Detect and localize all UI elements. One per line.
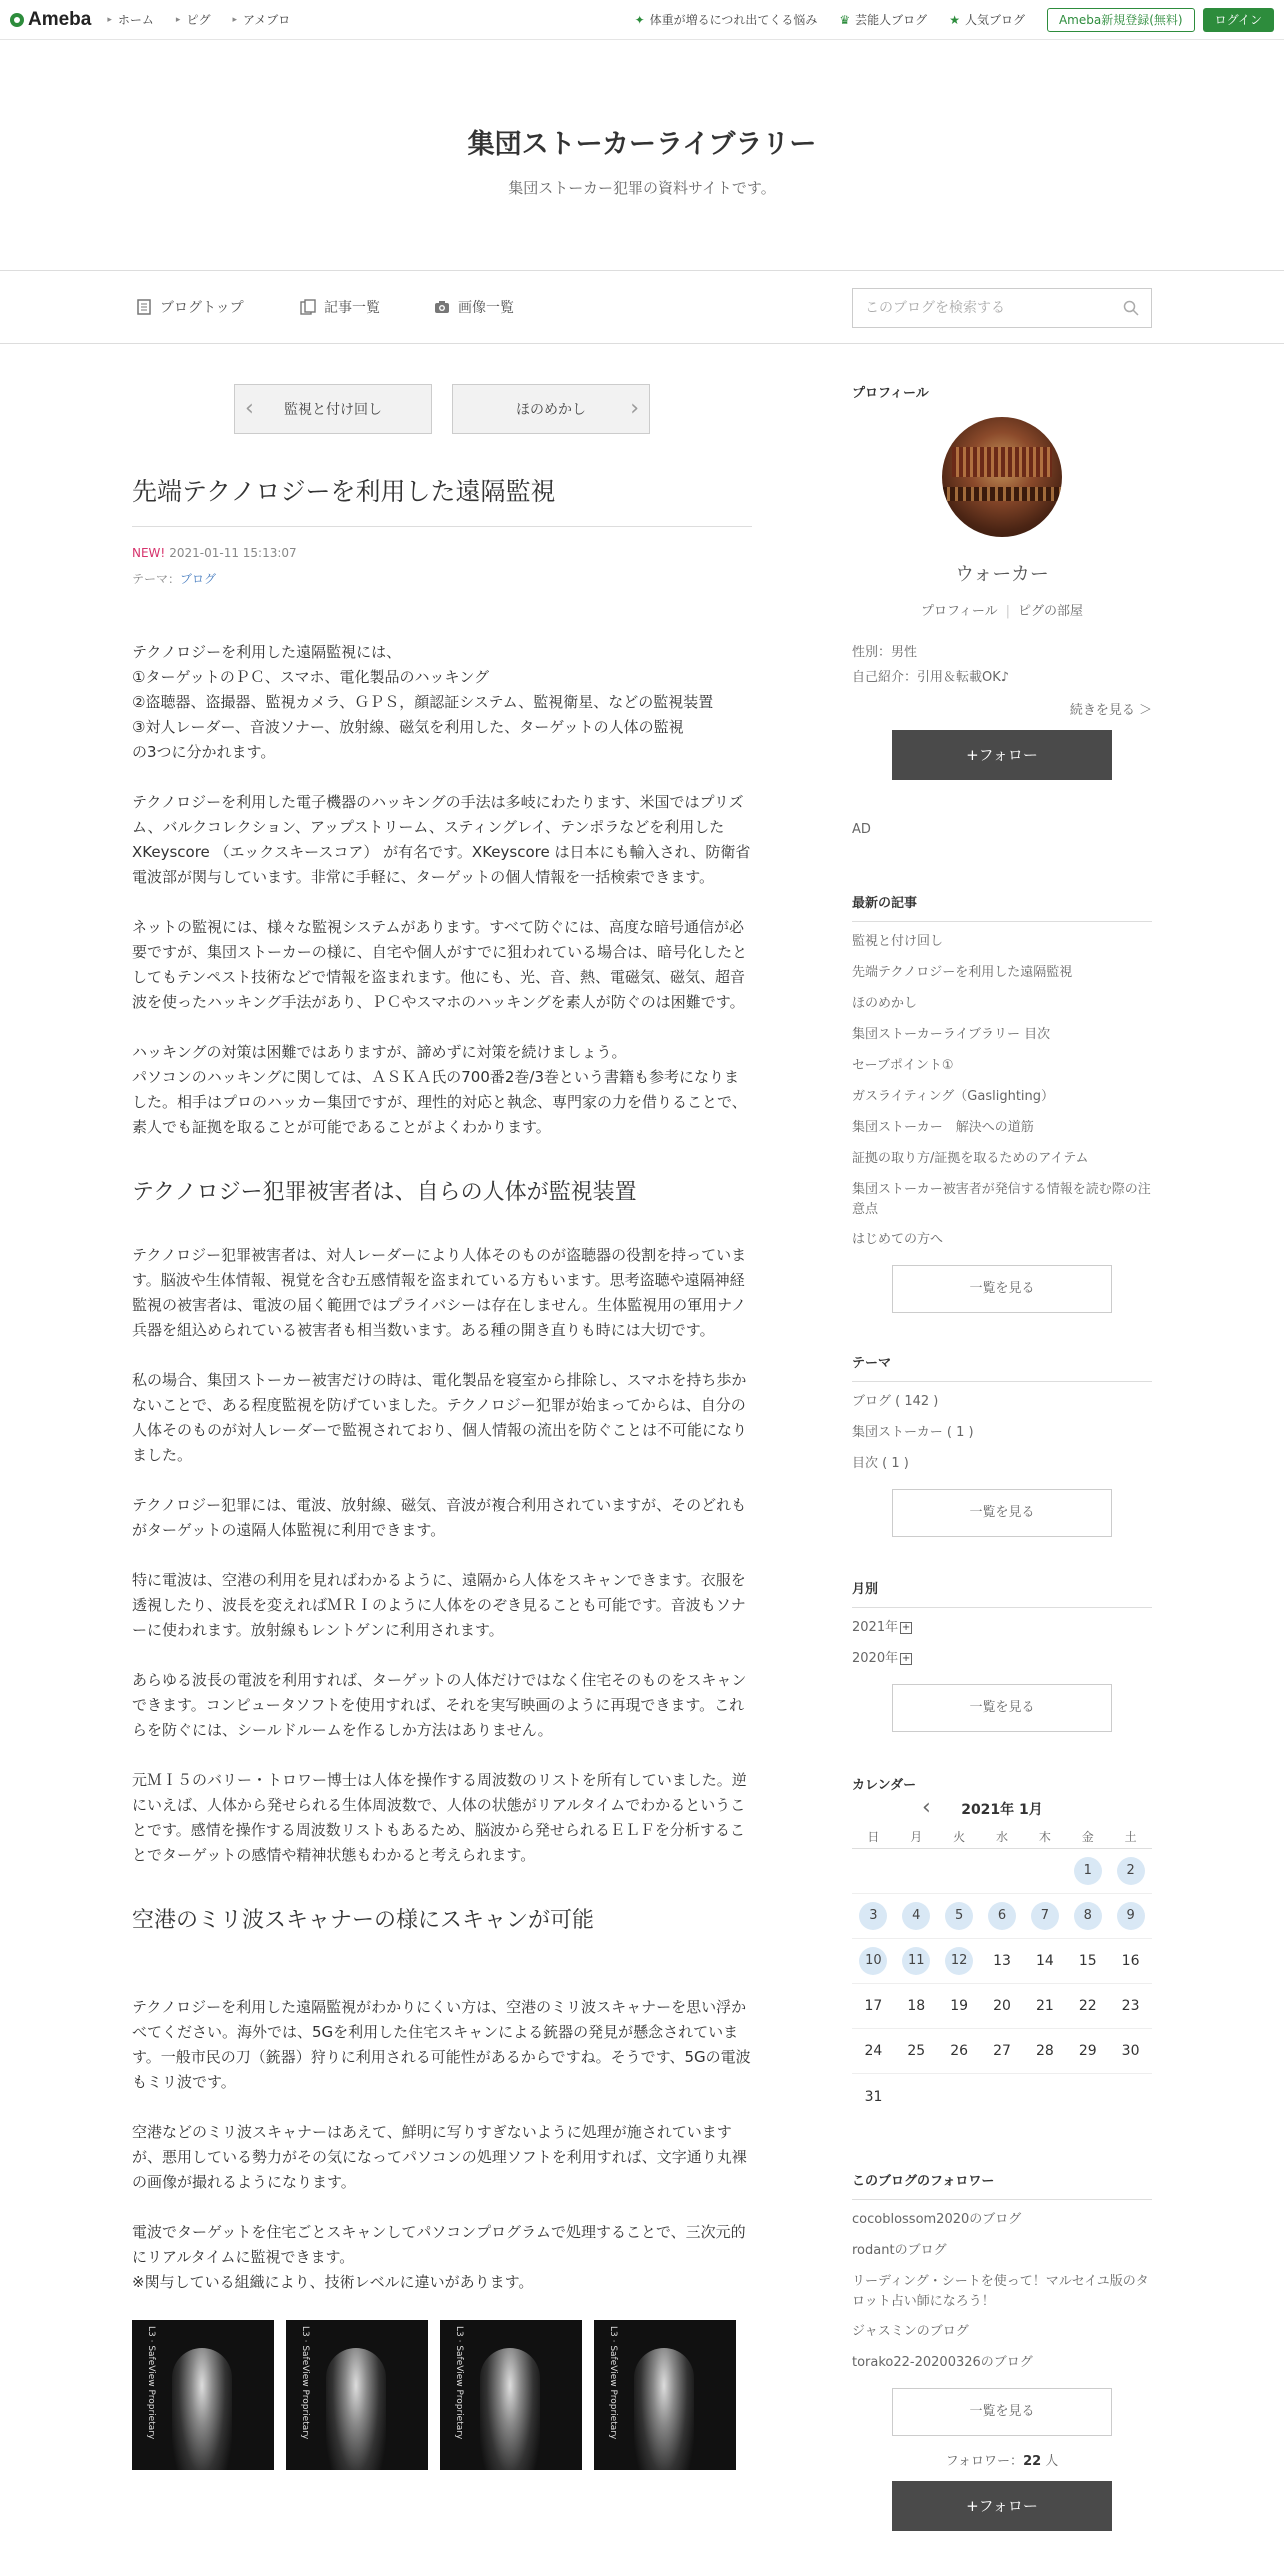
article-title[interactable]: 先端テクノロジーを利用した遠隔監視	[132, 472, 752, 527]
document-icon	[136, 299, 152, 315]
calendar-day-link[interactable]: 10	[859, 1947, 887, 1975]
profile-section	[852, 382, 1152, 780]
calendar-day-link[interactable]: 7	[1031, 1902, 1059, 1930]
paragraph: 特に電波は、空港の利用を見ればわかるように、遠隔から人体をスキャンできます。衣服を透視したり、波長を変えればＭＲＩのように人体をのぞき見ることも可能です。音波もソナーに使われます。放射線もレントゲンに利用されます。	[132, 1571, 746, 1639]
profile-name[interactable]: ウォーカー	[955, 563, 1049, 585]
calendar-week	[852, 1894, 1152, 1939]
header-right	[635, 8, 1274, 32]
follow-button[interactable]: +フォロー	[892, 730, 1112, 780]
followers-heading: このブログのフォロワー	[852, 2170, 1152, 2200]
paragraph: テクノロジーを利用した遠隔監視がわかりにくい方は、空港のミリ波スキャナーを思い浮かべてください。海外では、5Gを利用した住宅スキャンによる銃器の発見が懸念されています。一般市民の刀（銃器）狩りに利用される可能性があるからですね。そうです、5Gの電波もミリ波です。	[132, 1998, 751, 2091]
crumb-ameblo[interactable]: ▸ アメブロ	[232, 11, 290, 28]
crumb-home[interactable]: ▸ ホーム	[107, 11, 154, 28]
calendar-week: 24 25 26 27 28 29 30	[852, 2029, 1152, 2074]
calendar-day-link[interactable]: 11	[902, 1947, 930, 1975]
calendar-section	[852, 1774, 1152, 2119]
nav-image-list[interactable]: 画像一覧	[434, 297, 514, 317]
profile-intro: 自己紹介：引用＆転載OK♪	[852, 670, 1010, 685]
crown-icon: ♛	[839, 12, 851, 27]
scanner-image-strip	[132, 2320, 752, 2470]
ameba-logo[interactable]: Ameba	[10, 9, 91, 31]
profile-links: プロフィール | ピグの部屋	[920, 604, 1084, 619]
recent-article-link[interactable]: 証拠の取り方/証拠を取るためのアイテム	[852, 1151, 1089, 1166]
calendar-day-link[interactable]: 2	[1117, 1857, 1145, 1885]
theme-link[interactable]: ブログ	[180, 572, 217, 586]
chevron-right-icon: ›	[630, 396, 639, 421]
follower-link[interactable]: torako22-20200326のブログ	[852, 2355, 1033, 2370]
article-body	[132, 640, 752, 2470]
monthly-more-button[interactable]: 一覧を見る	[892, 1684, 1112, 1732]
expand-icon[interactable]: +	[901, 1621, 911, 1633]
theme-more-button[interactable]: 一覧を見る	[892, 1489, 1112, 1537]
pigg-room-link[interactable]: ピグの部屋	[1018, 604, 1084, 619]
recent-article-link[interactable]: 集団ストーカー 解決への道筋	[852, 1120, 1034, 1135]
scanner-image[interactable]: L3 · SafeView Proprietary	[440, 2320, 582, 2470]
theme-section	[852, 1352, 1152, 1537]
calendar-week: 31	[864, 2088, 883, 2105]
blog-search[interactable]	[852, 288, 1152, 328]
login-button[interactable]: ログイン	[1203, 8, 1274, 32]
calendar-day-link[interactable]: 4	[902, 1902, 930, 1930]
profile-heading: プロフィール	[852, 386, 929, 401]
recent-article-link[interactable]: ガスライティング（Gaslighting）	[852, 1089, 1055, 1104]
section-heading: 空港のミリ波スキャナーの様にスキャンが可能	[132, 1908, 595, 1933]
monthly-heading: 月別	[852, 1578, 1152, 1608]
follower-link[interactable]: リーディング・シートを使って！マルセイユ版のタロット占い師になろう！	[852, 2274, 1149, 2309]
calendar-week	[852, 1849, 1152, 1894]
star-icon: ★	[949, 12, 960, 27]
sparkle-icon: ✦	[634, 12, 645, 27]
blog-title[interactable]: 集団ストーカーライブラリー	[467, 129, 817, 160]
profile-link[interactable]: プロフィール	[920, 604, 998, 619]
follower-link[interactable]: rodantのブログ	[852, 2243, 947, 2258]
theme-link[interactable]: ブログ ( 142 )	[852, 1394, 939, 1409]
article-date: 2021-01-11 15:13:07	[169, 546, 297, 560]
calendar-week: 10 11 12 13 14 15 16	[852, 1939, 1152, 1984]
chevron-left-icon: ‹	[245, 396, 254, 421]
paragraph: 空港などのミリ波スキャナーはあえて、鮮明に写りすぎないように処理が施されていますが、悪用している勢力がその気になってパソコンの処理ソフトを利用すれば、文字通り丸裸の画像が撮れるようになります。	[132, 2123, 747, 2191]
paragraph: ネットの監視には、様々な監視システムがあります。すべて防ぐには、高度な暗号通信が必要ですが、集団ストーカーの様に、自宅や個人がすでに狙われている場合は、暗号化したとしてもテンペスト技術などで情報を盗まれます。他にも、光、音、熱、電磁気、磁気、超音波を使ったハッキング手法があり、ＰＣやスマホのハッキングを素人が防ぐのは困難です。	[132, 918, 748, 1011]
profile-gender: 性別：男性	[852, 645, 918, 660]
recent-article-link[interactable]: 監視と付け回し	[852, 934, 944, 949]
calendar-day-link[interactable]: 3	[859, 1902, 887, 1930]
scanner-image[interactable]: L3 · SafeView Proprietary	[132, 2320, 274, 2470]
calendar-day-link[interactable]: 6	[988, 1902, 1016, 1930]
theme-link[interactable]: 目次 ( 1 )	[852, 1456, 909, 1471]
section-heading: テクノロジー犯罪被害者は、自らの人体が監視装置	[132, 1180, 637, 1205]
calendar-nav	[852, 1795, 1152, 1825]
recent-articles-section	[852, 892, 1152, 1313]
recent-article-link[interactable]: 先端テクノロジーを利用した遠隔監視	[852, 965, 1073, 980]
paragraph: テクノロジー犯罪には、電波、放射線、磁気、音波が複合利用されていますが、そのどれもがターゲットの遠隔人体監視に利用できます。	[132, 1496, 747, 1539]
paragraph: テクノロジー犯罪被害者は、対人レーダーにより人体そのものが盗聴器の役割を持っています。脳波や生体情報、視覚を含む五感情報を盗まれている方もいます。思考盗聴や遠隔神経監視の被害者は、電波の届く範囲ではプライバシーは存在しません。生体監視用の軍用ナノ兵器を組込められている被害者も相当数います。ある種の開き直りも時には大切です。	[132, 1246, 747, 1339]
recent-more-button[interactable]: 一覧を見る	[892, 1265, 1112, 1313]
paragraph: 元ＭＩ５のバリー・トロワー博士は人体を操作する周波数のリストを所有していました。逆にいえば、人体から発せられる生体周波数で、人体の状態がリアルタイムでわかるということです。感情を操作する周波数リストもあるため、脳波から発せられるＥＬＦを分析することでターゲットの感情や精神状態もわかると考えられます。	[132, 1771, 747, 1864]
crumb-pigg[interactable]: ▸ ピグ	[176, 11, 211, 28]
paragraph: テクノロジーを利用した電子機器のハッキングの手法は多岐にわたります、米国ではプリズム、バルクコレクション、アップストリーム、スティングレイ、テンポラなどを利用したXKeyscore （エックスキースコア） が有名です。XKeyscore は日本にも輸入され、防衛省電波部が関与しています。非常に手軽に、ターゲットの個人情報を一括検索できます。	[132, 793, 751, 886]
paragraph: ハッキングの対策は困難ではありますが、諦めずに対策を続けましょう。 パソコンのハッキングに関しては、ＡＳＫＡ氏の700番2巻/3巻という書籍も参考になりました。相手はプロのハッカー集団ですが、理性的対応と執念、専門家の力を借りることで、素人でも証拠を取ることが可能であることがよくわかります。	[132, 1043, 747, 1136]
header-link-trend[interactable]: ✦ 体重が増るにつれ出てくる悩み	[634, 12, 818, 27]
calendar-month: 2021年 1月	[961, 1802, 1043, 1818]
header-link-celebrity[interactable]: ♛ 芸能人ブログ	[839, 12, 928, 27]
nav-blog-top[interactable]: ブログトップ	[136, 297, 244, 317]
month-item[interactable]: 2021年 +	[852, 1620, 911, 1635]
ameba-logo-icon	[10, 13, 24, 27]
paragraph: テクノロジーを利用した遠隔監視には、 ①ターゲットのＰＣ、スマホ、電化製品のハッキング ②盗聴器、盗撮器、監視カメラ、ＧＰＳ，顔認証システム、監視衛星、などの監視装置 ③対人レーダー、音波ソナー、放射線、磁気を利用した、ターゲットの人体の監視 の3つに分かれます。	[132, 643, 714, 761]
followers-section	[852, 2170, 1152, 2531]
calendar-day-link[interactable]: 12	[945, 1947, 973, 1975]
article-theme: テーマ：ブログ	[132, 572, 217, 586]
scanner-image[interactable]: L3 · SafeView Proprietary	[594, 2320, 736, 2470]
scanner-image[interactable]: L3 · SafeView Proprietary	[286, 2320, 428, 2470]
follower-link[interactable]: cocoblossom2020のブログ	[852, 2212, 1022, 2227]
nav-article-list[interactable]: 記事一覧	[300, 297, 380, 317]
recent-article-link[interactable]: 集団ストーカーライブラリー 目次	[852, 1027, 1051, 1042]
global-header	[0, 0, 1284, 40]
expand-icon[interactable]: +	[901, 1652, 911, 1664]
theme-link[interactable]: 集団ストーカー ( 1 )	[852, 1425, 974, 1440]
camera-icon	[434, 299, 450, 315]
calendar-weekdays: 日 月 火 水 木 金 土	[852, 1825, 1152, 1849]
profile-more-link[interactable]: 続きを見る ＞	[1069, 703, 1152, 718]
avatar[interactable]	[942, 417, 1062, 537]
search-input[interactable]	[865, 300, 1123, 316]
ad-label: AD	[852, 822, 871, 837]
next-article-button[interactable]: ほのめかし ›	[452, 384, 650, 434]
recent-article-link[interactable]: セーブポイント①	[852, 1058, 954, 1073]
calendar-heading: カレンダー	[852, 1778, 917, 1793]
search-icon[interactable]	[1123, 300, 1139, 316]
copy-icon	[300, 299, 316, 315]
follow-button-bottom[interactable]: +フォロー	[892, 2481, 1112, 2531]
followers-more-button[interactable]: 一覧を見る	[892, 2388, 1112, 2436]
blog-header	[0, 40, 1284, 270]
calendar-week: 17 18 19 20 21 22 23	[852, 1984, 1152, 2029]
monthly-section	[852, 1578, 1152, 1732]
calendar-day-link[interactable]: 5	[945, 1902, 973, 1930]
follower-link[interactable]: ジャスミンのブログ	[852, 2324, 969, 2339]
theme-heading: テーマ	[852, 1352, 1152, 1382]
calendar-day-link[interactable]: 9	[1117, 1902, 1145, 1930]
calendar-day-link[interactable]: 8	[1074, 1902, 1102, 1930]
article-meta	[132, 546, 297, 560]
paragraph: 電波でターゲットを住宅ごとスキャンしてパソコンプログラムで処理することで、三次元的にリアルタイムに監視できます。 ※関与している組織により、技術レベルに違いがあります。	[132, 2223, 746, 2291]
month-item[interactable]: 2020年 +	[852, 1651, 911, 1666]
paragraph: 私の場合、集団ストーカー被害だけの時は、電化製品を寝室から排除し、スマホを持ち歩かないことで、ある程度監視を防げていました。テクノロジー犯罪が始まってからは、自分の人体そのものが対人レーダーで監視されており、個人情報の流出を防ぐことは不可能になりました。	[132, 1371, 748, 1464]
paragraph: あらゆる波長の電波を利用すれば、ターゲットの人体だけではなく住宅そのものをスキャンできます。コンピュータソフトを使用すれば、それを実写映画のように再現できます。これらを防ぐには、シールドルームを作るしか方法はありません。	[132, 1671, 747, 1739]
recent-article-link[interactable]: はじめての方へ	[852, 1232, 944, 1247]
recent-article-link[interactable]: ほのめかし	[852, 996, 918, 1011]
recent-heading: 最新の記事	[852, 892, 1152, 922]
follower-count: フォロワー：22 人	[945, 2454, 1059, 2469]
calendar-day-link[interactable]: 1	[1074, 1857, 1102, 1885]
blog-subtitle: 集団ストーカー犯罪の資料サイトです。	[508, 179, 776, 197]
register-button[interactable]: Ameba新規登録(無料)	[1047, 8, 1195, 32]
prev-article-button[interactable]: ‹ 監視と付け回し	[234, 384, 432, 434]
new-badge: NEW!	[132, 546, 166, 560]
chevron-left-icon[interactable]: ‹	[922, 1795, 931, 1820]
recent-article-link[interactable]: 集団ストーカー被害者が発信する情報を読む際の注意点	[852, 1182, 1151, 1217]
header-link-popular[interactable]: ★ 人気ブログ	[949, 12, 1025, 27]
blog-nav	[0, 270, 1284, 344]
